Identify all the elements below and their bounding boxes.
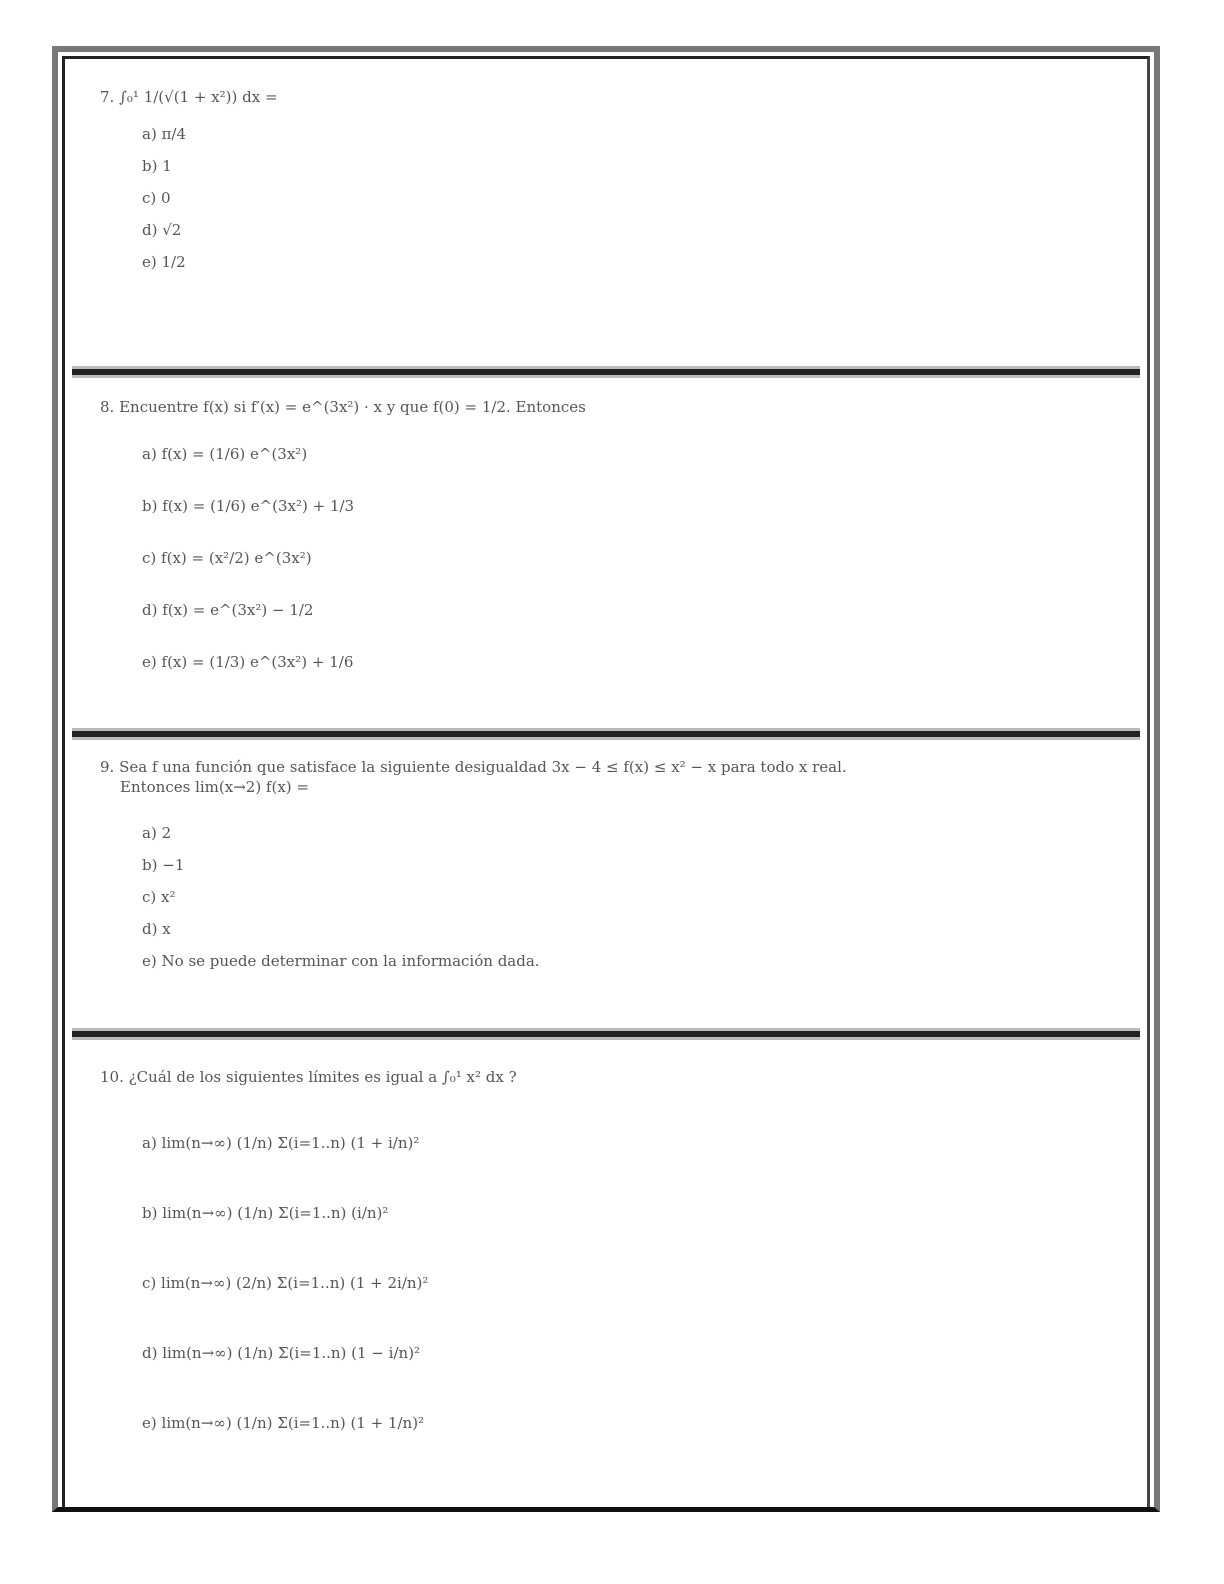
question-10 <box>100 1068 517 1458</box>
question-8 <box>100 398 586 688</box>
option-letter: c) <box>142 548 157 567</box>
answer-option[interactable] <box>142 480 586 532</box>
question-number: 8. <box>100 398 115 416</box>
option-text: 1 <box>162 156 172 175</box>
option-text: 2 <box>161 824 172 842</box>
option-text: lim(n→∞) (2/n) Σ(i=1..n) (1 + 2i/n)² <box>161 1273 429 1292</box>
option-letter: b) <box>142 1203 158 1222</box>
answer-option[interactable] <box>142 182 278 214</box>
question-stem: Encuentre f(x) si f′(x) = e^(3x²) · x y que f(0) = 1/2. Entonces <box>119 398 586 416</box>
option-letter: d) <box>142 220 158 239</box>
option-letter: a) <box>142 824 157 842</box>
option-text: lim(n→∞) (1/n) Σ(i=1..n) (1 + i/n)² <box>161 1133 420 1152</box>
option-letter: c) <box>142 188 157 207</box>
option-letter: c) <box>142 1273 157 1292</box>
option-text: f(x) = e^(3x²) − 1/2 <box>162 600 314 619</box>
option-letter: a) <box>142 1133 157 1152</box>
answer-option[interactable] <box>142 881 900 913</box>
option-letter: d) <box>142 920 158 938</box>
option-text: π/4 <box>161 124 187 143</box>
answer-option[interactable] <box>142 584 586 636</box>
section-divider <box>72 728 1140 740</box>
question-number: 10. <box>100 1068 124 1086</box>
option-text: f(x) = (1/6) e^(3x²) <box>161 444 308 463</box>
option-text: f(x) = (x²/2) e^(3x²) <box>161 548 312 567</box>
answer-option[interactable] <box>142 246 278 278</box>
answer-option[interactable] <box>142 428 586 480</box>
answer-option[interactable] <box>142 636 586 688</box>
answer-option[interactable] <box>142 945 900 977</box>
option-letter: d) <box>142 1343 158 1362</box>
answer-option[interactable] <box>142 1178 517 1248</box>
option-letter: b) <box>142 496 158 515</box>
answer-option[interactable] <box>142 150 278 182</box>
question-number: 7. <box>100 88 115 106</box>
answer-option[interactable] <box>142 214 278 246</box>
option-text: No se puede determinar con la información dada. <box>161 952 540 970</box>
option-letter: e) <box>142 1413 157 1432</box>
option-letter: e) <box>142 252 157 271</box>
option-letter: e) <box>142 652 157 671</box>
option-text: lim(n→∞) (1/n) Σ(i=1..n) (i/n)² <box>162 1203 389 1222</box>
answer-option[interactable] <box>142 1108 517 1178</box>
answer-option[interactable] <box>142 849 900 881</box>
question-7 <box>100 88 278 278</box>
option-letter: a) <box>142 444 157 463</box>
question-stem: Sea f una función que satisface la siguiente desigualdad 3x − 4 ≤ f(x) ≤ x² − x para todo x real. Entonces lim(x→2) f(x) = <box>119 758 847 796</box>
question-number: 9. <box>100 758 115 776</box>
answer-option[interactable] <box>142 913 900 945</box>
option-letter: b) <box>142 856 158 874</box>
answer-option[interactable] <box>142 1248 517 1318</box>
option-letter: c) <box>142 888 157 906</box>
option-letter: a) <box>142 124 157 143</box>
question-stem: ∫₀¹ 1/(√(1 + x²)) dx = <box>119 88 278 106</box>
option-text: 0 <box>161 188 171 207</box>
answer-option[interactable] <box>142 532 586 584</box>
option-text: lim(n→∞) (1/n) Σ(i=1..n) (1 + 1/n)² <box>161 1413 425 1432</box>
answer-option[interactable] <box>142 1318 517 1388</box>
option-letter: b) <box>142 156 158 175</box>
option-letter: d) <box>142 600 158 619</box>
answer-option[interactable] <box>142 1388 517 1458</box>
option-text: f(x) = (1/3) e^(3x²) + 1/6 <box>161 652 354 671</box>
option-text: f(x) = (1/6) e^(3x²) + 1/3 <box>162 496 355 515</box>
question-stem: ¿Cuál de los siguientes límites es igual a ∫₀¹ x² dx ? <box>128 1068 517 1086</box>
section-divider <box>72 366 1140 378</box>
option-text: x <box>162 920 171 938</box>
option-text: x² <box>161 888 176 906</box>
section-divider <box>72 1028 1140 1040</box>
option-text: −1 <box>162 856 185 874</box>
option-letter: e) <box>142 952 157 970</box>
option-text: lim(n→∞) (1/n) Σ(i=1..n) (1 − i/n)² <box>162 1343 421 1362</box>
answer-option[interactable] <box>142 118 278 150</box>
question-9 <box>100 758 900 977</box>
option-text: 1/2 <box>161 252 186 271</box>
answer-option[interactable] <box>142 817 900 849</box>
option-text: √2 <box>162 220 182 239</box>
